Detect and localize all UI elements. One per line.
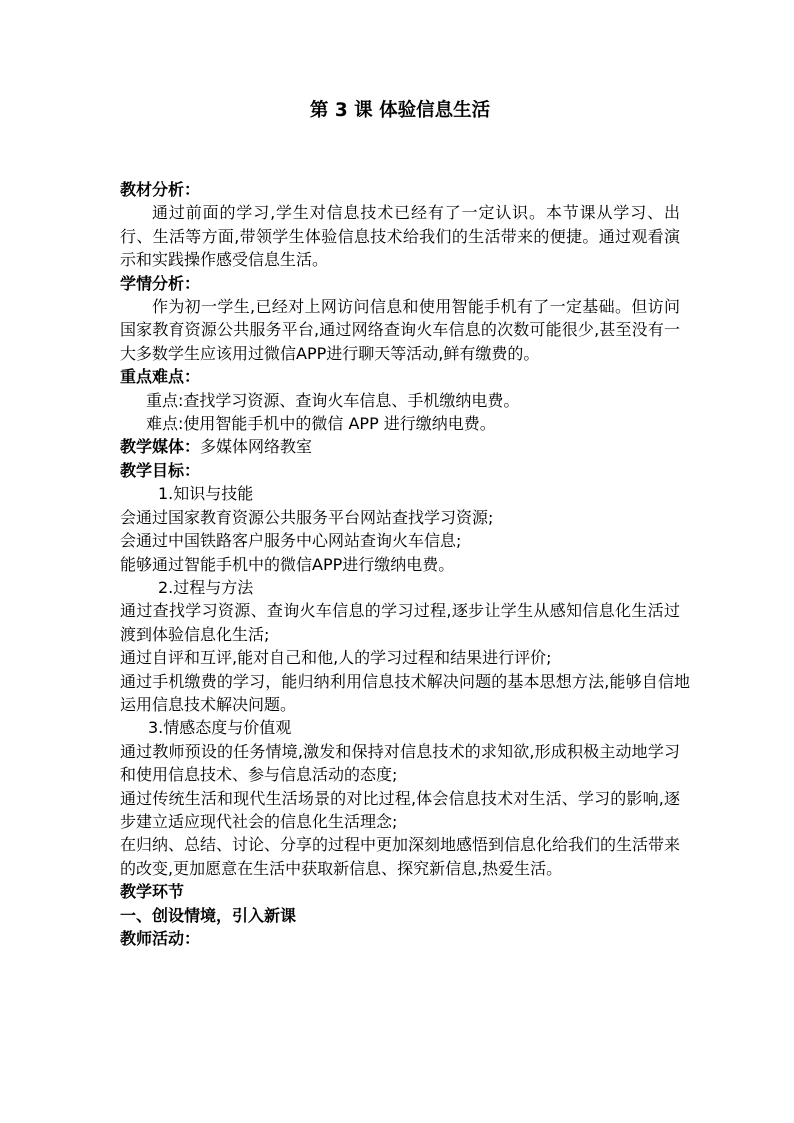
objectives-heading: 教学目标：	[120, 460, 201, 480]
objective-knowledge-item: 会通过中国铁路客户服务中心网站查询火车信息;	[120, 531, 462, 551]
key-points-heading: 重点难点：	[120, 367, 201, 387]
teaching-steps-heading: 教学环节	[120, 882, 185, 902]
objective-attitude-item: 通过传统生活和现代生活场景的对比过程,体会信息技术对生活、学习的影响,逐步建立适应现代社会的信息化生活理念;	[120, 788, 680, 831]
objective-process-item: 通过手机缴费的学习，能归纳利用信息技术解决问题的基本思想方法,能够自信地运用信息技术解决问题。	[120, 671, 690, 714]
difficult-point-text: 难点:使用智能手机中的微信 APP 进行缴纳电费。	[146, 414, 496, 434]
media-heading: 教学媒体：	[120, 437, 201, 457]
objective-attitude-title: 3.情感态度与价值观	[148, 718, 292, 738]
page-title: 第 3 课 体验信息生活	[309, 100, 491, 121]
teaching-part1-heading: 一、创设情境，引入新课	[120, 905, 297, 925]
objective-attitude-item: 在归纳、总结、讨论、分享的过程中更加深刻地感悟到信息化给我们的生活带来的改变,更加愿意在生活中获取新信息、探究新信息,热爱生活。	[120, 835, 681, 878]
learner-analysis-heading: 学情分析：	[120, 273, 201, 293]
objective-knowledge-item: 会通过国家教育资源公共服务平台网站查找学习资源;	[120, 507, 494, 527]
media-line	[120, 435, 680, 458]
teacher-activity-heading: 教师活动：	[120, 929, 201, 948]
textbook-analysis-heading: 教材分析：	[120, 180, 201, 199]
objective-process-item: 通过自评和互评,能对自己和他,人的学习过程和结果进行评价;	[120, 648, 552, 668]
objective-knowledge-title: 1.知识与技能	[158, 484, 254, 504]
objective-knowledge-item: 能够通过智能手机中的微信APP进行缴纳电费。	[120, 554, 455, 574]
learner-analysis-body: 作为初一学生,已经对上网访问信息和使用智能手机有了一定基础。但访问国家教育资源公共服务平台,通过网络查询火车信息的次数可能很少,甚至没有一大多数学生应该用过微信APP进行聊天等活动,鲜有缴费的。	[120, 297, 680, 363]
objective-process-title: 2.过程与方法	[158, 577, 254, 597]
objective-attitude-item: 通过教师预设的任务情境,激发和保持对信息技术的求知欲,形成积极主动地学习和使用信息技术、参与信息活动的态度;	[120, 741, 680, 785]
objective-process-item: 通过查找学习资源、查询火车信息的学习过程,逐步让学生从感知信息化生活过渡到体验信息化生活;	[120, 601, 680, 644]
key-point-text: 重点:查找学习资源、查询火车信息、手机缴纳电费。	[146, 390, 520, 410]
document-page	[120, 96, 690, 950]
textbook-analysis-body: 通过前面的学习,学生对信息技术已经有了一定认识。本节课从学习、出行、生活等方面,带领学生体验信息技术给我们的生活带来的便捷。通过观看演示和实践操作感受信息生活。	[120, 203, 680, 270]
media-value: 多媒体网络教室	[200, 437, 313, 457]
